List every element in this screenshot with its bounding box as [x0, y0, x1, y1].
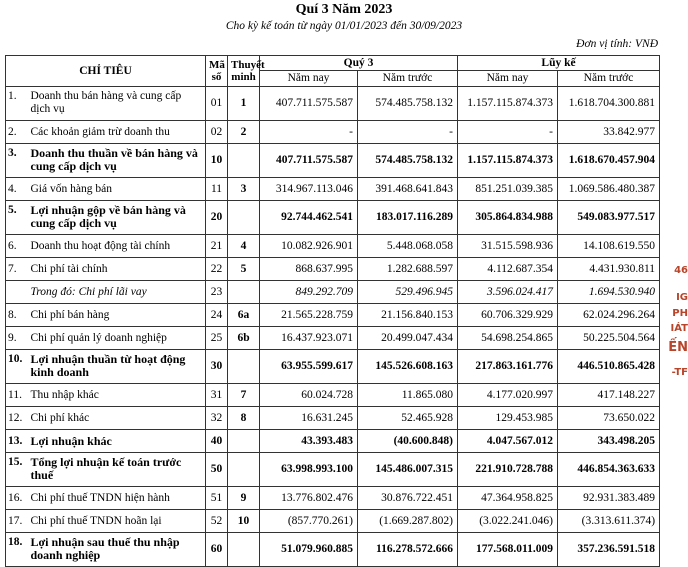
- quy3-nam-nay-value: 407.711.575.587: [260, 144, 358, 178]
- quy3-nam-truoc-value: 183.017.116.289: [358, 201, 458, 235]
- row-thuyet-minh: [228, 533, 260, 567]
- quy3-nam-nay-value: 60.024.728: [260, 384, 358, 407]
- luyke-nam-nay-value: (3.022.241.046): [458, 510, 558, 533]
- quy3-nam-truoc-value: 52.465.928: [358, 407, 458, 430]
- row-ma-so: 50: [206, 453, 228, 487]
- luyke-nam-truoc-value: 1.694.530.940: [558, 281, 660, 304]
- row-number: 17.: [6, 510, 30, 533]
- quy3-nam-nay-value: 51.079.960.885: [260, 533, 358, 567]
- table-row: [6, 258, 660, 281]
- col-luy-ke: Lũy kế: [458, 56, 660, 71]
- luyke-nam-nay-value: 851.251.039.385: [458, 178, 558, 201]
- row-thuyet-minh: [228, 281, 260, 304]
- table-row: [6, 487, 660, 510]
- quy3-nam-truoc-value: 574.485.758.132: [358, 144, 458, 178]
- quy3-nam-nay-value: 63.955.599.617: [260, 350, 358, 384]
- quy3-nam-nay-value: 314.967.113.046: [260, 178, 358, 201]
- row-label: Lợi nhuận khác: [30, 430, 206, 453]
- quy3-nam-truoc-value: 574.485.758.132: [358, 87, 458, 121]
- row-label: Tổng lợi nhuận kế toán trước thuế: [30, 453, 206, 487]
- row-thuyet-minh: 3: [228, 178, 260, 201]
- row-label: Chi phí tài chính: [30, 258, 206, 281]
- luyke-nam-truoc-value: 417.148.227: [558, 384, 660, 407]
- row-thuyet-minh: 7: [228, 384, 260, 407]
- quy3-nam-truoc-value: 116.278.572.666: [358, 533, 458, 567]
- table-row: [6, 384, 660, 407]
- row-number: 13.: [6, 430, 30, 453]
- income-statement-table: [5, 55, 660, 567]
- row-thuyet-minh: 6b: [228, 327, 260, 350]
- row-label: Chi phí bán hàng: [30, 304, 206, 327]
- luyke-nam-truoc-value: 4.431.930.811: [558, 258, 660, 281]
- quy3-nam-truoc-value: 21.156.840.153: [358, 304, 458, 327]
- row-number: 9.: [6, 327, 30, 350]
- luyke-nam-nay-value: 3.596.024.417: [458, 281, 558, 304]
- col-quy3: Quý 3: [260, 56, 458, 71]
- row-thuyet-minh: 9: [228, 487, 260, 510]
- row-thuyet-minh: [228, 453, 260, 487]
- row-label: Giá vốn hàng bán: [30, 178, 206, 201]
- side-note: ẾN: [668, 340, 688, 355]
- table-row: [6, 121, 660, 144]
- luyke-nam-truoc-value: 446.854.363.633: [558, 453, 660, 487]
- luyke-nam-truoc-value: 14.108.619.550: [558, 235, 660, 258]
- row-ma-so: 60: [206, 533, 228, 567]
- quy3-nam-nay-value: 849.292.709: [260, 281, 358, 304]
- luyke-nam-truoc-value: 50.225.504.564: [558, 327, 660, 350]
- row-thuyet-minh: 2: [228, 121, 260, 144]
- luyke-nam-truoc-value: 446.510.865.428: [558, 350, 660, 384]
- row-ma-so: 22: [206, 258, 228, 281]
- row-label: Chi phí thuế TNDN hiện hành: [30, 487, 206, 510]
- luyke-nam-nay-value: 1.157.115.874.373: [458, 87, 558, 121]
- luyke-nam-nay-value: 1.157.115.874.373: [458, 144, 558, 178]
- row-ma-so: 23: [206, 281, 228, 304]
- row-number: 5.: [6, 201, 30, 235]
- luyke-nam-truoc-value: 549.083.977.517: [558, 201, 660, 235]
- side-note: PH: [672, 308, 688, 319]
- row-thuyet-minh: 4: [228, 235, 260, 258]
- luyke-nam-truoc-value: 73.650.022: [558, 407, 660, 430]
- row-label: Chi phí thuế TNDN hoãn lại: [30, 510, 206, 533]
- row-number: 7.: [6, 258, 30, 281]
- row-ma-so: 40: [206, 430, 228, 453]
- row-ma-so: 32: [206, 407, 228, 430]
- table-row: [6, 510, 660, 533]
- quy3-nam-nay-value: 16.437.923.071: [260, 327, 358, 350]
- luyke-nam-nay-value: 60.706.329.929: [458, 304, 558, 327]
- table-row: [6, 407, 660, 430]
- luyke-nam-nay-value: 31.515.598.936: [458, 235, 558, 258]
- row-label: Thu nhập khác: [30, 384, 206, 407]
- quy3-nam-truoc-value: (40.600.848): [358, 430, 458, 453]
- row-thuyet-minh: 8: [228, 407, 260, 430]
- quy3-nam-nay-value: 13.776.802.476: [260, 487, 358, 510]
- report-title: Quí 3 Năm 2023: [295, 2, 393, 17]
- luyke-nam-truoc-value: (3.313.611.374): [558, 510, 660, 533]
- luyke-nam-nay-value: 4.112.687.354: [458, 258, 558, 281]
- quy3-nam-nay-value: -: [260, 121, 358, 144]
- luyke-nam-truoc-value: 92.931.383.489: [558, 487, 660, 510]
- currency-unit: Đơn vị tính: VNĐ: [576, 38, 658, 50]
- side-note: -TF: [671, 367, 688, 378]
- table-row: [6, 350, 660, 384]
- row-ma-so: 51: [206, 487, 228, 510]
- table-row: [6, 178, 660, 201]
- table-row: [6, 304, 660, 327]
- row-label: Lợi nhuận gộp về bán hàng và cung cấp dịch vụ: [30, 201, 206, 235]
- quy3-nam-nay-value: (857.770.261): [260, 510, 358, 533]
- row-ma-so: 01: [206, 87, 228, 121]
- quy3-nam-nay-value: 868.637.995: [260, 258, 358, 281]
- luyke-nam-nay-value: 217.863.161.776: [458, 350, 558, 384]
- quy3-nam-truoc-value: 145.486.007.315: [358, 453, 458, 487]
- luyke-nam-nay-value: 221.910.728.788: [458, 453, 558, 487]
- table-row: [6, 201, 660, 235]
- quy3-nam-truoc-value: -: [358, 121, 458, 144]
- row-thuyet-minh: 6a: [228, 304, 260, 327]
- row-number: 16.: [6, 487, 30, 510]
- table-row: [6, 430, 660, 453]
- row-ma-so: 20: [206, 201, 228, 235]
- row-ma-so: 52: [206, 510, 228, 533]
- luyke-nam-nay-value: 4.177.020.997: [458, 384, 558, 407]
- quy3-nam-truoc-value: 30.876.722.451: [358, 487, 458, 510]
- row-thuyet-minh: [228, 430, 260, 453]
- row-number: [6, 281, 30, 304]
- row-number: 8.: [6, 304, 30, 327]
- quy3-nam-truoc-value: 5.448.068.058: [358, 235, 458, 258]
- side-note: 46: [674, 265, 688, 276]
- quy3-nam-truoc-value: (1.669.287.802): [358, 510, 458, 533]
- col-chi-tieu: CHỈ TIÊU: [6, 56, 206, 87]
- row-thuyet-minh: [228, 144, 260, 178]
- luyke-nam-nay-value: 54.698.254.865: [458, 327, 558, 350]
- table-row: [6, 87, 660, 121]
- row-ma-so: 11: [206, 178, 228, 201]
- table-row: [6, 144, 660, 178]
- row-number: 4.: [6, 178, 30, 201]
- row-ma-so: 24: [206, 304, 228, 327]
- row-label: Chi phí quản lý doanh nghiệp: [30, 327, 206, 350]
- row-label: Trong đó: Chi phí lãi vay: [30, 281, 206, 304]
- side-note: IÁT: [670, 323, 688, 334]
- col-luyke-nam-nay: Năm nay: [458, 71, 558, 87]
- quy3-nam-nay-value: 16.631.245: [260, 407, 358, 430]
- row-number: 18.: [6, 533, 30, 567]
- quy3-nam-nay-value: 92.744.462.541: [260, 201, 358, 235]
- col-luyke-nam-truoc: Năm trước: [558, 71, 660, 87]
- row-ma-so: 30: [206, 350, 228, 384]
- row-label: Các khoản giảm trừ doanh thu: [30, 121, 206, 144]
- luyke-nam-nay-value: 129.453.985: [458, 407, 558, 430]
- table-row: [6, 533, 660, 567]
- luyke-nam-nay-value: 177.568.011.009: [458, 533, 558, 567]
- luyke-nam-truoc-value: 33.842.977: [558, 121, 660, 144]
- luyke-nam-truoc-value: 357.236.591.518: [558, 533, 660, 567]
- row-thuyet-minh: [228, 350, 260, 384]
- row-ma-so: 25: [206, 327, 228, 350]
- luyke-nam-truoc-value: 62.024.296.264: [558, 304, 660, 327]
- table-row: [6, 281, 660, 304]
- report-period: Cho kỳ kế toán từ ngày 01/01/2023 đến 30/09/2023: [225, 20, 463, 32]
- quy3-nam-truoc-value: 11.865.080: [358, 384, 458, 407]
- quy3-nam-nay-value: 63.998.993.100: [260, 453, 358, 487]
- row-number: 2.: [6, 121, 30, 144]
- table-row: [6, 235, 660, 258]
- row-thuyet-minh: 5: [228, 258, 260, 281]
- luyke-nam-nay-value: 47.364.958.825: [458, 487, 558, 510]
- row-number: 3.: [6, 144, 30, 178]
- col-quy3-nam-truoc: Năm trước: [358, 71, 458, 87]
- quy3-nam-truoc-value: 529.496.945: [358, 281, 458, 304]
- quy3-nam-truoc-value: 391.468.641.843: [358, 178, 458, 201]
- row-label: Doanh thu bán hàng và cung cấp dịch vụ: [30, 87, 206, 121]
- luyke-nam-truoc-value: 1.618.670.457.904: [558, 144, 660, 178]
- row-number: 12.: [6, 407, 30, 430]
- quy3-nam-truoc-value: 145.526.608.163: [358, 350, 458, 384]
- row-label: Chi phí khác: [30, 407, 206, 430]
- row-ma-so: 31: [206, 384, 228, 407]
- row-label: Doanh thu thuần về bán hàng và cung cấp dịch vụ: [30, 144, 206, 178]
- col-thuyet-minh: Thuyết minh: [228, 56, 260, 87]
- row-ma-so: 10: [206, 144, 228, 178]
- luyke-nam-truoc-value: 1.618.704.300.881: [558, 87, 660, 121]
- row-label: Doanh thu hoạt động tài chính: [30, 235, 206, 258]
- row-number: 10.: [6, 350, 30, 384]
- row-label: Lợi nhuận sau thuế thu nhập doanh nghiệp: [30, 533, 206, 567]
- col-quy3-nam-nay: Năm nay: [260, 71, 358, 87]
- row-label: Lợi nhuận thuần từ hoạt động kinh doanh: [30, 350, 206, 384]
- row-number: 11.: [6, 384, 30, 407]
- quy3-nam-truoc-value: 1.282.688.597: [358, 258, 458, 281]
- luyke-nam-nay-value: -: [458, 121, 558, 144]
- table-row: [6, 453, 660, 487]
- row-number: 6.: [6, 235, 30, 258]
- quy3-nam-nay-value: 10.082.926.901: [260, 235, 358, 258]
- luyke-nam-truoc-value: 343.498.205: [558, 430, 660, 453]
- table-row: [6, 327, 660, 350]
- luyke-nam-nay-value: 4.047.567.012: [458, 430, 558, 453]
- row-number: 1.: [6, 87, 30, 121]
- row-thuyet-minh: [228, 201, 260, 235]
- row-thuyet-minh: 10: [228, 510, 260, 533]
- quy3-nam-nay-value: 21.565.228.759: [260, 304, 358, 327]
- row-thuyet-minh: 1: [228, 87, 260, 121]
- quy3-nam-nay-value: 43.393.483: [260, 430, 358, 453]
- luyke-nam-nay-value: 305.864.834.988: [458, 201, 558, 235]
- quy3-nam-truoc-value: 20.499.047.434: [358, 327, 458, 350]
- luyke-nam-truoc-value: 1.069.586.480.387: [558, 178, 660, 201]
- side-note: IG: [676, 292, 688, 303]
- row-number: 15.: [6, 453, 30, 487]
- row-ma-so: 02: [206, 121, 228, 144]
- row-ma-so: 21: [206, 235, 228, 258]
- quy3-nam-nay-value: 407.711.575.587: [260, 87, 358, 121]
- col-ma-so: Mã số: [206, 56, 228, 87]
